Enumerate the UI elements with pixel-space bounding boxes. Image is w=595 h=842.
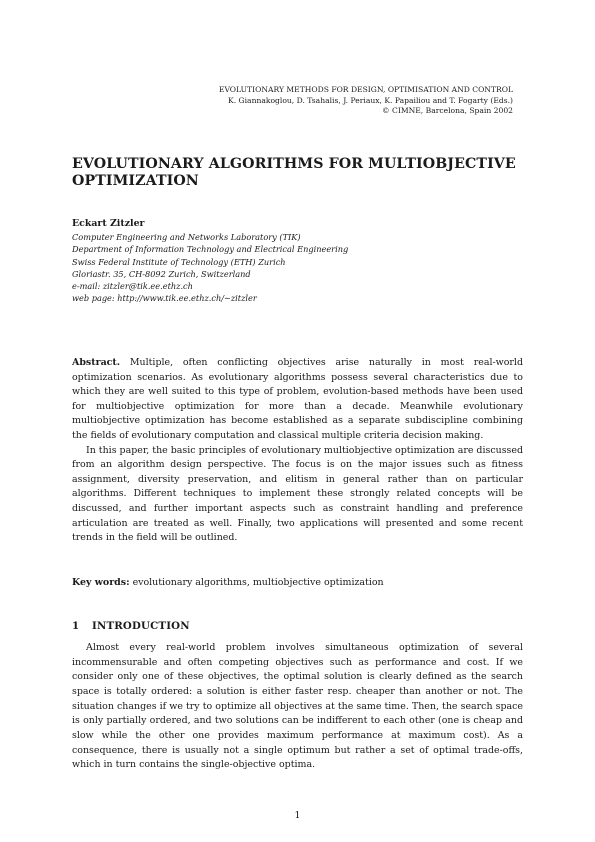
affiliation-institute: Swiss Federal Institute of Technology (ETH) Zurich	[72, 256, 286, 267]
affiliation-lab: Computer Engineering and Networks Laboratory (TIK)	[72, 232, 301, 242]
header-editors: K. Giannakoglou, D. Tsahalis, J. Periaux, K. Papailiou and T. Fogarty (Eds.)	[228, 95, 513, 105]
header-series-title: EVOLUTIONARY METHODS FOR DESIGN, OPTIMISATION AND CONTROL	[218, 85, 513, 94]
affiliation-department: Department of Information Technology and Electrical Engineering	[72, 244, 349, 255]
keywords-text: evolutionary algorithms, multiobjective optimization	[132, 577, 384, 588]
author-affiliation	[72, 231, 348, 305]
keywords-label: Key words:	[72, 577, 130, 588]
keywords	[72, 576, 523, 590]
introduction-paragraph: Almost every real-world problem involves simultaneous optimization of several incommensurable and often competing objectives such as performance and cost. If we consider only one of these objectives, the optimal solution is clearly defined as the search space is totally ordered: a solution is either faster resp. cheaper than another or not. The situation changes if we try to optimize all objectives at the same time. Then, the search space is only partially ordered, and two solutions can be indifferent to each other (one is cheap and slow while the other one provides maximum performance at maximum cost). As a consequence, there is usually not a single optimum but rather a set of optimal trade-offs, which in turn contains the single-objective optima.	[72, 642, 523, 771]
section-heading	[72, 620, 190, 632]
section-title: INTRODUCTION	[92, 620, 190, 632]
abstract-text-1: Multiple, often conflicting objectives arise naturally in most real-world optimization scenarios. As evolutionary algorithms possess several characteristics due to which they are well suited to this type of problem, evolution-based methods have been used for multiobjective optimization for more than a decade. Meanwhile evolutionary multiobjective optimization has become established as a separate subdiscipline combining the fields of evolutionary computation and classical multiple criteria decision making.	[72, 357, 523, 441]
running-header	[219, 85, 513, 117]
affiliation-webpage: web page: http://www.tik.ee.ethz.ch/∼zitzler	[72, 293, 257, 304]
affiliation-address: Gloriastr. 35, CH-8092 Zurich, Switzerland	[72, 268, 251, 279]
author-name: Eckart Zitzler	[72, 218, 145, 229]
section-number: 1	[72, 620, 80, 632]
abstract-label: Abstract.	[72, 357, 121, 368]
abstract-paragraph-1	[72, 356, 523, 444]
abstract	[72, 356, 523, 546]
affiliation-email: e-mail: zitzler@tik.ee.ethz.ch	[72, 281, 193, 292]
page-number: 1	[294, 810, 301, 821]
paper-title: EVOLUTIONARY ALGORITHMS FOR MULTIOBJECTIVE OPTIMIZATION	[72, 156, 516, 189]
abstract-paragraph-2: In this paper, the basic principles of evolutionary multiobjective optimization are discussed from an algorithm design perspective. The focus is on the major issues such as fitness assignment, diversity preservation, and elitism in general rather than on particular algorithms. Different techniques to implement these strongly related concepts will be discussed, and further important aspects such as constraint handling and preference articulation are treated as well. Finally, two applications will presented and some recent trends in the field will be outlined.	[72, 444, 524, 544]
header-copyright: © CIMNE, Barcelona, Spain 2002	[382, 106, 513, 116]
